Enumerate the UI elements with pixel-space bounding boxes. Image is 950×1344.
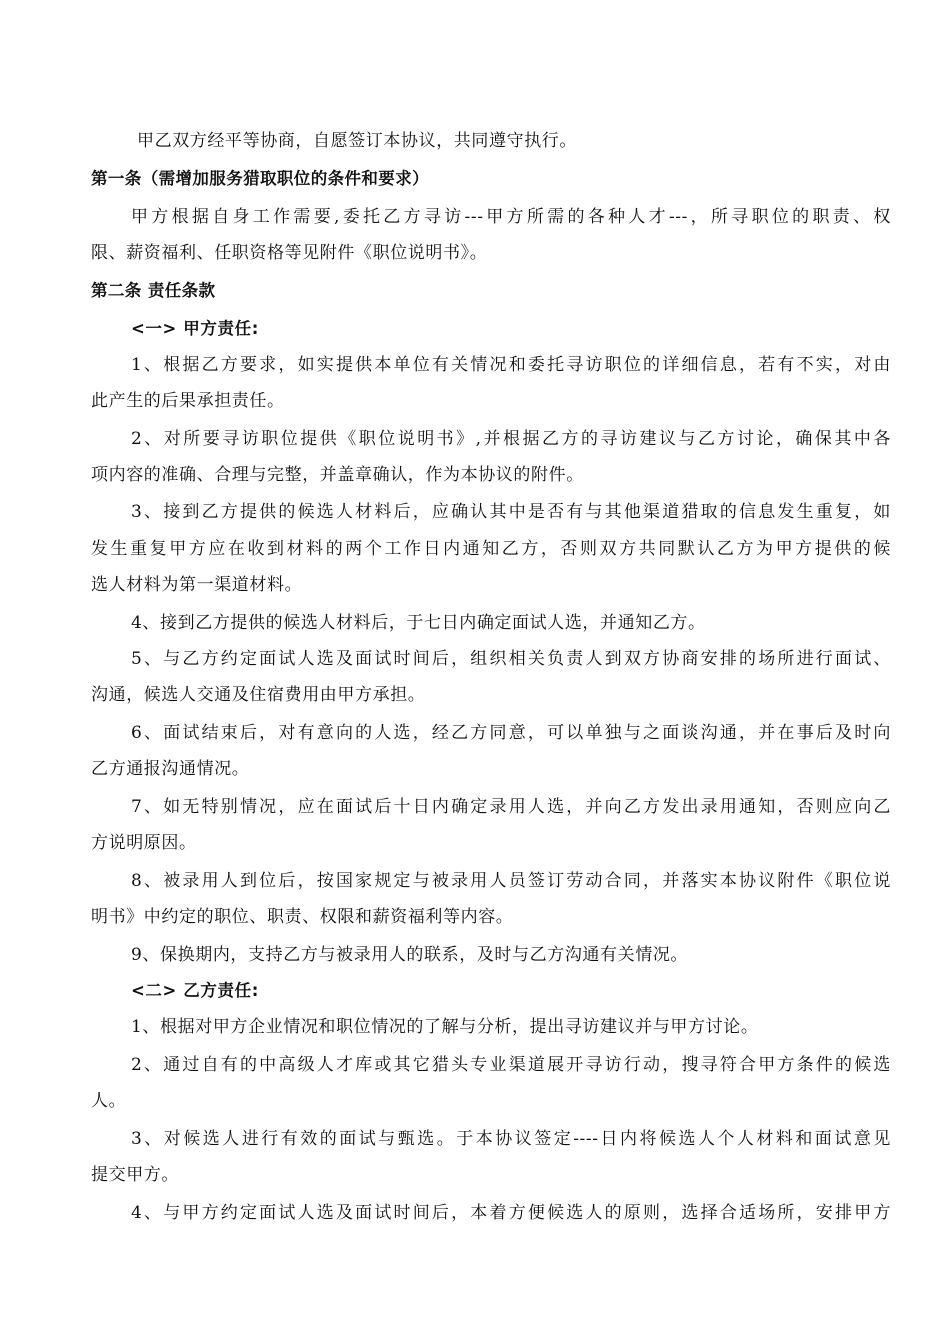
party-b-line: 3、对候选人进行有效的面试与甄选。于本协议签定----日内将候选人个人材料和面试意见	[131, 1129, 891, 1149]
party-b-line: 1、根据对甲方企业情况和职位情况的了解与分析，提出寻访建议并与甲方讨论。	[131, 1017, 759, 1037]
party-a-line: 7、如无特别情况，应在面试后十日内确定录用人选，并向乙方发出录用通知，否则应向乙	[131, 797, 891, 817]
party-a-line: 8、被录用人到位后，按国家规定与被录用人员签订劳动合同，并落实本协议附件《职位说	[131, 871, 891, 891]
party-a-line: 2、对所要寻访职位提供《职位说明书》,并根据乙方的寻访建议与乙方讨论，确保其中各	[131, 429, 891, 449]
party-a-line: 9、保换期内，支持乙方与被录用人的联系，及时与乙方沟通有关情况。	[131, 945, 689, 965]
party-a-line: 乙方通报沟通情况。	[91, 759, 250, 779]
party-a-heading: <一> 甲方责任:	[131, 319, 259, 338]
intro-paragraph: 甲乙双方经平等协商，自愿签订本协议，共同遵守执行。	[137, 131, 577, 151]
party-a-line: 明书》中约定的职位、职责、权限和薪资福利等内容。	[91, 907, 514, 927]
party-b-line: 人。	[91, 1091, 127, 1111]
party-a-line: 1、根据乙方要求，如实提供本单位有关情况和委托寻访职位的详细信息，若有不实，对由	[131, 355, 891, 375]
party-a-line: 此产生的后果承担责任。	[91, 391, 285, 411]
article-1-line: 限、薪资福利、任职资格等见附件《职位说明书》。	[91, 243, 488, 263]
party-b-line: 提交甲方。	[91, 1165, 179, 1185]
party-a-line: 选人材料为第一渠道材料。	[91, 575, 303, 595]
party-a-line: 6、面试结束后，对有意向的人选，经乙方同意，可以单独与之面谈沟通，并在事后及时向	[131, 723, 891, 743]
party-a-line: 沟通，候选人交通及住宿费用由甲方承担。	[91, 685, 426, 705]
party-b-line: 2、通过自有的中高级人才库或其它猎头专业渠道展开寻访行动，搜寻符合甲方条件的候选	[131, 1055, 891, 1075]
party-a-line: 方说明原因。	[91, 833, 197, 853]
article-2-heading: 第二条 责任条款	[91, 281, 216, 300]
party-a-line: 3、接到乙方提供的候选人材料后，应确认其中是否有与其他渠道猎取的信息发生重复，如	[131, 502, 891, 522]
party-a-line: 发生重复甲方应在收到材料的两个工作日内通知乙方，否则双方共同默认乙方为甲方提供的候	[91, 539, 891, 559]
party-b-heading: <二> 乙方责任:	[131, 981, 259, 1000]
party-a-line: 4、接到乙方提供的候选人材料后，于七日内确定面试人选，并通知乙方。	[131, 613, 706, 633]
party-a-line: 5、与乙方约定面试人选及面试时间后，组织相关负责人到双方协商安排的场所进行面试、	[131, 649, 891, 669]
article-1-heading: 第一条（需增加服务猎取职位的条件和要求）	[91, 169, 429, 188]
article-1-line: 甲方根据自身工作需要,委托乙方寻访---甲方所需的各种人才---，所寻职位的职责、权	[131, 207, 891, 227]
party-a-line: 项内容的准确、合理与完整，并盖章确认，作为本协议的附件。	[91, 465, 584, 485]
party-b-line: 4、与甲方约定面试人选及面试时间后，本着方便候选人的原则，选择合适场所，安排甲方	[131, 1203, 891, 1223]
